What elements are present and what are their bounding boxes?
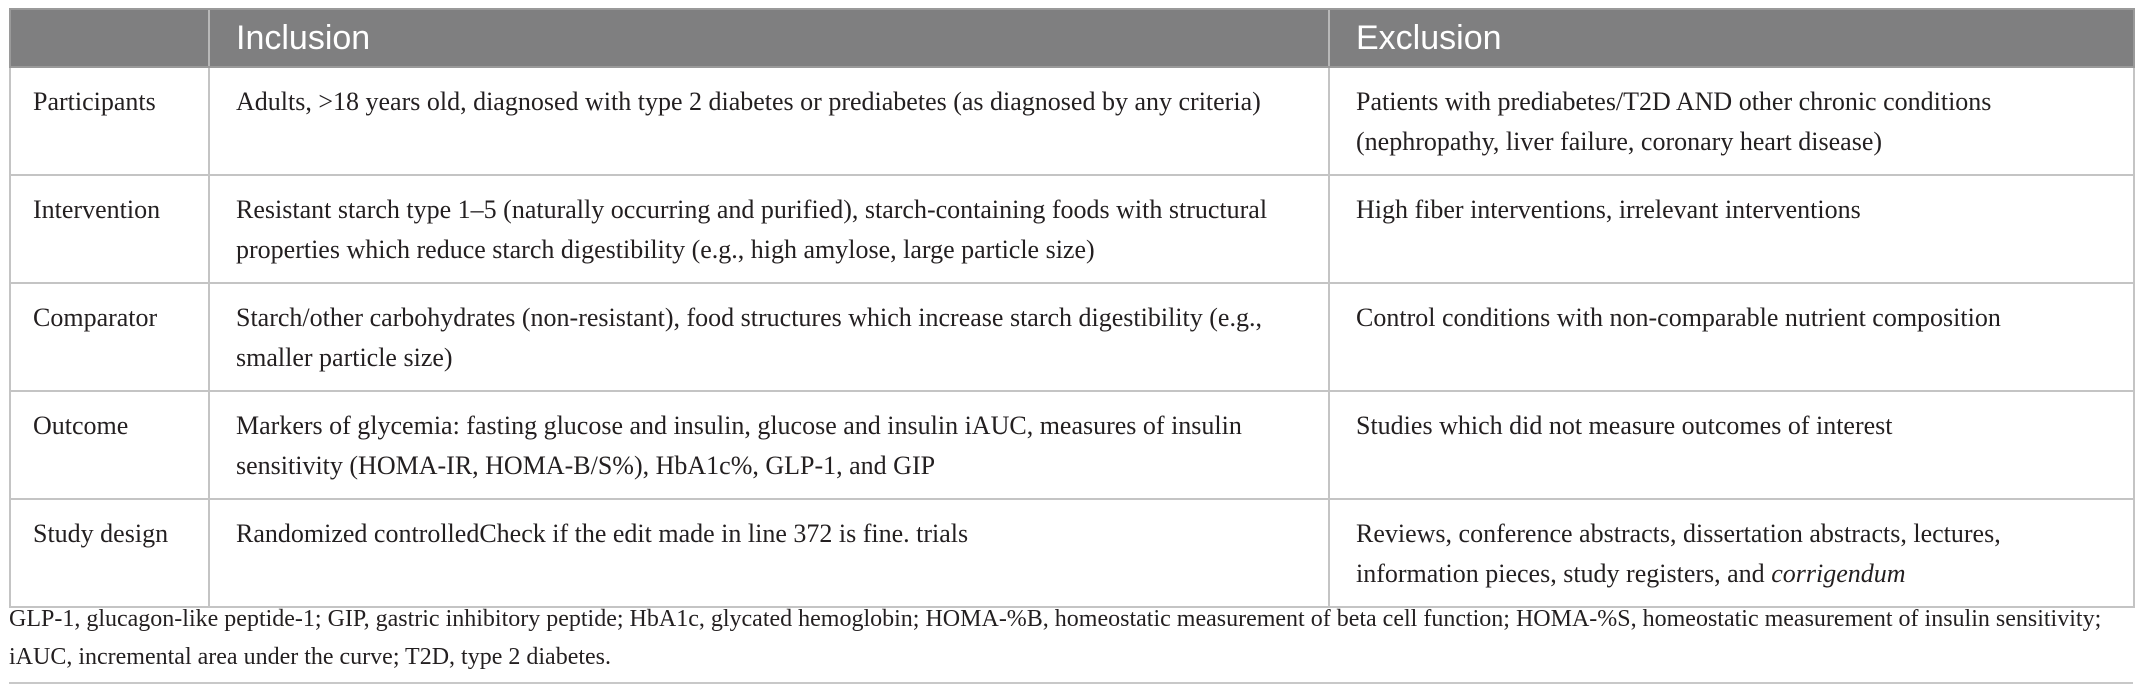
exclusion-italic-term: corrigendum — [1771, 559, 1906, 588]
row-label: Study design — [10, 499, 209, 607]
exclusion-cell: Patients with prediabetes/T2D AND other chronic conditions (nephropathy, liver failure, coronary heart disease) — [1329, 67, 2134, 175]
row-label: Outcome — [10, 391, 209, 499]
table-footnote: GLP-1, glucagon-like peptide-1; GIP, gastric inhibitory peptide; HbA1c, glycated hemoglobin; HOMA-%B, homeostatic measurement of beta cell function; HOMA-%S, homeostatic measurement of insulin sensitivity; iAUC, incremental area under the curve; T2D, type 2 diabetes. — [9, 606, 2102, 670]
table-row — [10, 499, 2134, 607]
table-row — [10, 283, 2134, 391]
header-blank — [10, 9, 209, 67]
inclusion-exclusion-table — [9, 8, 2135, 608]
bottom-divider — [9, 682, 2133, 684]
exclusion-cell — [1329, 499, 2134, 607]
table-row — [10, 67, 2134, 175]
inclusion-cell: Starch/other carbohydrates (non-resistant), food structures which increase starch digestibility (e.g., smaller particle size) — [209, 283, 1329, 391]
inclusion-cell: Resistant starch type 1–5 (naturally occurring and purified), starch-containing foods with structural properties which reduce starch digestibility (e.g., high amylose, large particle size) — [209, 175, 1329, 283]
inclusion-cell: Markers of glycemia: fasting glucose and insulin, glucose and insulin iAUC, measures of insulin sensitivity (HOMA-IR, HOMA-B/S%), HbA1c%, GLP-1, and GIP — [209, 391, 1329, 499]
header-inclusion: Inclusion — [209, 9, 1329, 67]
exclusion-cell: High fiber interventions, irrelevant interventions — [1329, 175, 2134, 283]
criteria-table-container — [9, 8, 2133, 608]
exclusion-cell: Control conditions with non-comparable nutrient composition — [1329, 283, 2134, 391]
table-row — [10, 175, 2134, 283]
row-label: Comparator — [10, 283, 209, 391]
exclusion-cell: Studies which did not measure outcomes of interest — [1329, 391, 2134, 499]
table-row — [10, 391, 2134, 499]
row-label: Intervention — [10, 175, 209, 283]
exclusion-text: Reviews, conference abstracts, dissertation abstracts, lectures, information pieces, study registers, and — [1356, 519, 2001, 588]
table-header-row — [10, 9, 2134, 67]
inclusion-cell: Adults, >18 years old, diagnosed with type 2 diabetes or prediabetes (as diagnosed by any criteria) — [209, 67, 1329, 175]
header-exclusion: Exclusion — [1329, 9, 2134, 67]
inclusion-cell: Randomized controlledCheck if the edit made in line 372 is fine. trials — [209, 499, 1329, 607]
row-label: Participants — [10, 67, 209, 175]
